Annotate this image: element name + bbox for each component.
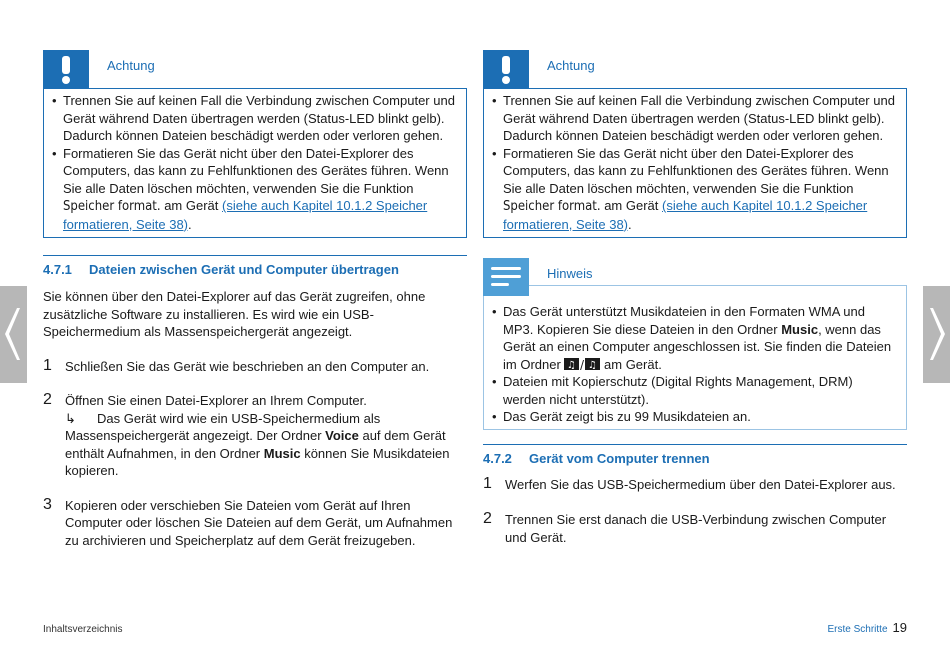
step-number: 2	[483, 510, 492, 527]
step-text: Werfen Sie das USB-Speichermedium über den Datei-Explorer aus.	[505, 476, 896, 492]
section-title: Gerät vom Computer trennen	[529, 450, 710, 466]
function-name: Speicher format.	[63, 199, 161, 214]
warning-content	[483, 88, 907, 238]
footer-chapter	[828, 620, 908, 635]
svg-text:/: /	[580, 357, 585, 370]
warning-title: Achtung	[547, 58, 595, 73]
exclamation-icon	[43, 50, 89, 88]
chevron-right-icon	[923, 286, 950, 383]
step-result: ↳ Das Gerät wird wie ein USB-Speichermedium als Massenspeichergerät angezeigt. Der Ordner Voice auf dem Gerät enthält Aufnahmen, in den Ordner Music können Sie Musikdateien kopieren.	[65, 410, 450, 478]
next-page-tab[interactable]	[923, 286, 950, 383]
exclamation-icon	[483, 50, 529, 88]
step-text: Schließen Sie das Gerät wie beschrieben an den Computer an.	[65, 358, 430, 374]
step-number: 1	[483, 474, 492, 492]
section-number: 4.7.2	[483, 450, 512, 466]
warning-bullet: • Formatieren Sie das Gerät nicht über den Datei-Explorer des Computers, das kann zu Fehlfunktionen des Gerätes führen. Wenn Sie alle Daten löschen möchten, verwenden Sie die Funktion Speicher format. am Gerät (siehe auch Kapitel 10.1.2 Speicher formatieren, Seite 38).	[52, 145, 456, 234]
prev-page-tab[interactable]	[0, 286, 27, 383]
warning-bullet: • Trennen Sie auf keinen Fall die Verbindung zwischen Computer und Gerät während Daten übertragen werden (Status-LED blinkt gelb). Dadurch können Dateien beschädigt werden oder verloren gehen.	[492, 92, 896, 145]
step-number: 2	[43, 391, 52, 408]
folder-name: Music	[263, 445, 301, 461]
warning-bullet: • Trennen Sie auf keinen Fall die Verbindung zwischen Computer und Gerät während Daten übertragen werden (Status-LED blinkt gelb). Dadurch können Dateien beschädigt werden oder verloren gehen.	[52, 92, 456, 145]
step-text: Kopieren oder verschieben Sie Dateien vom Gerät auf Ihren Computer oder löschen Sie Dateien auf dem Gerät, um Aufnahmen zu archivieren und Speicherplatz auf dem Gerät freizugeben.	[65, 497, 453, 548]
warning-content	[43, 88, 467, 238]
section-number: 4.7.1	[43, 262, 72, 277]
warning-title: Achtung	[107, 58, 155, 73]
function-name: Speicher format.	[503, 199, 601, 214]
step-item	[43, 392, 467, 480]
folder-name: Music	[781, 321, 819, 337]
step-item	[43, 358, 467, 376]
music-folder-icon	[564, 357, 600, 372]
section-heading	[483, 451, 907, 466]
note-box	[483, 258, 907, 430]
note-bullet: • Dateien mit Kopierschutz (Digital Rights Management, DRM) werden nicht unterstützt).	[492, 373, 896, 408]
footer-toc-link[interactable]: Inhaltsverzeichnis	[43, 624, 123, 635]
folder-name: Voice	[325, 428, 359, 443]
svg-text:♫: ♫	[567, 359, 577, 370]
note-bullet: • Das Gerät unterstützt Musikdateien in den Formaten WMA und MP3. Kopieren Sie diese Dateien in den Ordner Music, wenn das Gerät an einen Computer angeschlossen ist. Sie finden die Dateien im Ordner ♫ / ♫ am Gerät.	[492, 303, 896, 373]
chevron-left-icon	[0, 286, 27, 383]
step-text: Trennen Sie erst danach die USB-Verbindung zwischen Computer und Gerät.	[505, 512, 887, 545]
section-divider	[483, 444, 907, 445]
step-item	[483, 511, 907, 546]
note-lines-icon	[483, 258, 529, 296]
note-content	[483, 285, 907, 430]
step-number: 3	[43, 495, 52, 513]
note-title: Hinweis	[547, 266, 593, 281]
right-column	[483, 50, 907, 546]
warning-box	[43, 50, 467, 238]
warning-bullet: • Formatieren Sie das Gerät nicht über den Datei-Explorer des Computers, das kann zu Fehlfunktionen des Gerätes führen. Wenn Sie alle Daten löschen möchten, verwenden Sie die Funktion Speicher format. am Gerät (siehe auch Kapitel 10.1.2 Speicher formatieren, Seite 38).	[492, 145, 896, 234]
footer-chapter-link[interactable]: Erste Schritte	[827, 624, 888, 635]
result-arrow-icon: ↳	[65, 410, 76, 426]
chapter-link[interactable]: (siehe auch Kapitel 10.1.2 Speicher formatieren, Seite 38)	[503, 198, 868, 232]
page-number: 19	[892, 620, 907, 635]
step-text: Öffnen Sie einen Datei-Explorer an Ihrem Computer.	[65, 393, 367, 408]
section-intro: Sie können über den Datei-Explorer auf das Gerät zugreifen, ohne zusätzliche Software zu installieren. Es wird wie ein USB-Speichermedium als Massenspeichergerät angezeigt.	[43, 289, 426, 339]
left-column	[43, 50, 467, 549]
section-divider	[43, 255, 467, 256]
step-item	[483, 476, 907, 494]
note-bullet: • Das Gerät zeigt bis zu 99 Musikdateien an.	[492, 408, 896, 426]
chapter-link[interactable]: (siehe auch Kapitel 10.1.2 Speicher formatieren, Seite 38)	[63, 198, 428, 232]
section-title: Dateien zwischen Gerät und Computer übertragen	[89, 262, 399, 277]
step-item	[43, 497, 467, 550]
section-heading	[43, 262, 467, 277]
step-number: 1	[43, 356, 52, 374]
warning-box	[483, 50, 907, 238]
svg-text:♫: ♫	[588, 359, 598, 370]
